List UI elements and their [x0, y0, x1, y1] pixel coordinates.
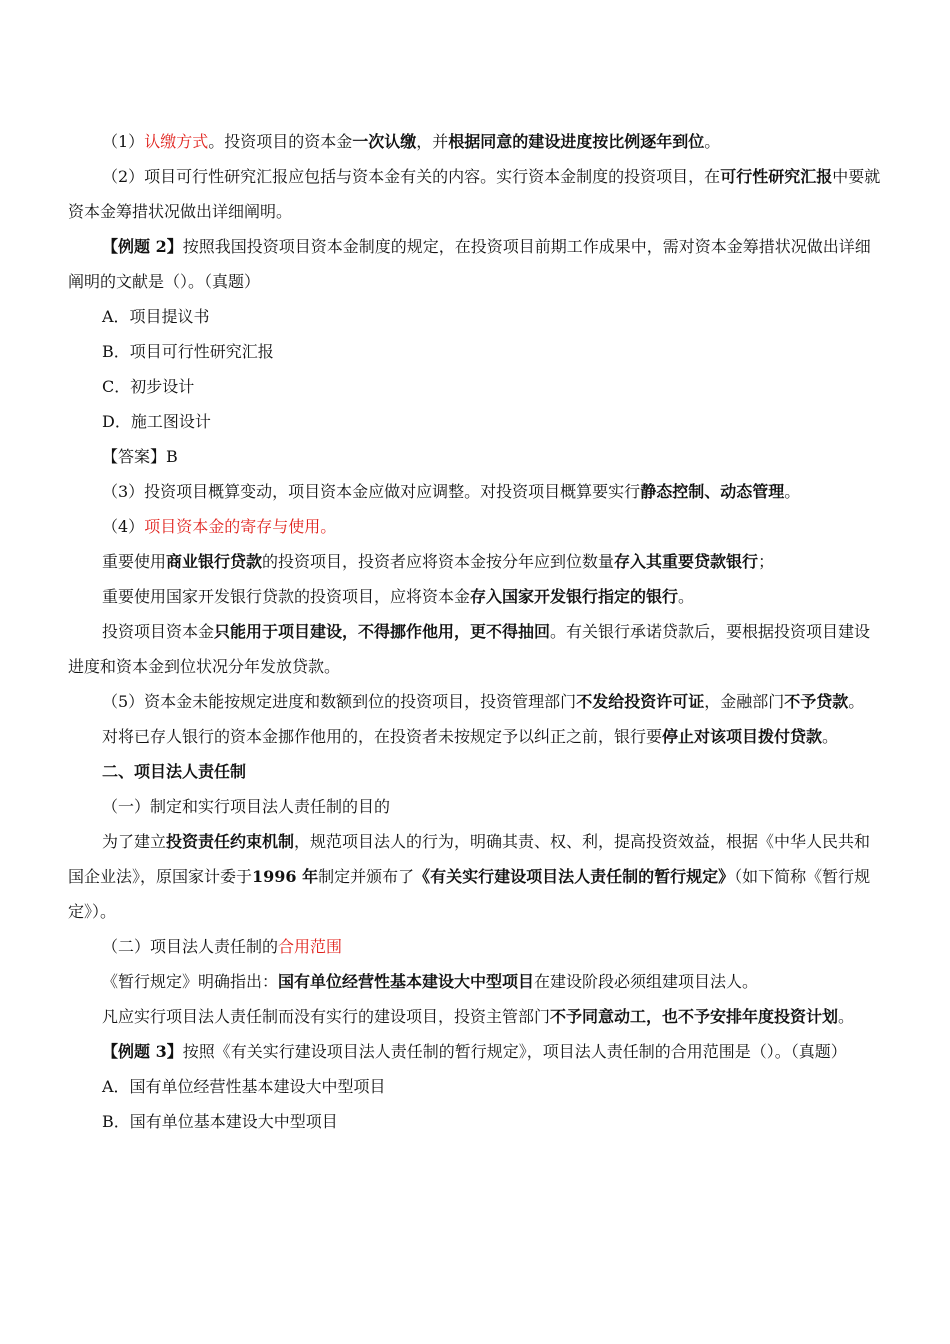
paragraph-penalty: 凡应实行项目法人责任制而没有实行的建设项目，投资主管部门不予同意动工，也不予安排年度投资计划。: [102, 1007, 855, 1026]
example-2-option-c: C．初步设计: [102, 377, 195, 396]
example-2-option-d: D．施工图设计: [102, 412, 211, 431]
bold-text: 不发给投资许可证: [576, 692, 705, 711]
paragraph-commercial-bank: 重要使用商业银行贷款的投资项目，投资者应将资本金按分年应到位数量存入其重要贷款银行；: [102, 552, 775, 571]
paragraph-purpose: 为了建立投资责任约束机制，规范项目法人的行为，明确其责、权、利，提高投资效益，根据《中华人民共和国企业法》，原国家计委于1996 年制定并颁布了《有关实行建设项目法人责任制的暂行规定》（如下简称《暂行规定》）。: [68, 832, 871, 921]
bold-text: 可行性研究汇报: [720, 167, 833, 186]
paragraph-development-bank: 重要使用国家开发银行贷款的投资项目，应将资本金存入国家开发银行指定的银行。: [102, 587, 695, 606]
bold-text: 国有单位经营性基本建设大中型项目: [278, 972, 535, 991]
bold-text: 根据同意的建设进度按比例逐年到位: [448, 132, 705, 151]
highlight-text: 项目资本金的寄存与使用。: [144, 517, 337, 536]
bold-text: 存入其重要贷款银行: [614, 552, 759, 571]
example-2-option-b: B．项目可行性研究汇报: [102, 342, 274, 361]
section-heading: 二、项目法人责任制: [102, 762, 247, 781]
example-2-option-a: A．项目提议书: [102, 307, 210, 326]
bold-text: 静态控制、动态管理: [640, 482, 785, 501]
paragraph-feasibility-report: （2）项目可行性研究汇报应包括与资本金有关的内容。实行资本金制度的投资项目，在可行性研究汇报中要就资本金筹措状况做出详细阐明。: [68, 167, 881, 221]
highlight-text: 合用范围: [278, 937, 343, 956]
paragraph-scope: 《暂行规定》明确指出：国有单位经营性基本建设大中型项目在建设阶段必须组建项目法人。: [102, 972, 759, 991]
example-3-option-a: A．国有单位经营性基本建设大中型项目: [102, 1077, 386, 1096]
bold-text: 存入国家开发银行指定的银行: [470, 587, 679, 606]
highlight-text: 认缴方式: [144, 132, 209, 151]
subsection-scope: （二）项目法人责任制的合用范围: [102, 937, 343, 956]
subsection-purpose: （一）制定和实行项目法人责任制的目的: [102, 797, 391, 816]
bold-text: 投资责任约束机制: [166, 832, 295, 851]
paragraph-budget-change: （3）投资项目概算变动，项目资本金应做对应调整。对投资项目概算要实行静态控制、动态管理。: [102, 482, 801, 501]
bold-text: 1996 年: [252, 867, 319, 886]
paragraph-capital-subscription: （1）认缴方式。投资项目的资本金一次认缴，并根据同意的建设进度按比例逐年到位。: [102, 132, 721, 151]
bold-text: 停止对该项目拨付贷款: [662, 727, 823, 746]
bold-text: 一次认缴: [352, 132, 417, 151]
example-label: 【例题 3】: [102, 1042, 183, 1061]
paragraph-deposit-use-heading: （4）项目资本金的寄存与使用。: [102, 517, 337, 536]
example-2-question: 【例题 2】按照我国投资项目资本金制度的规定，在投资项目前期工作成果中，需对资本金筹措状况做出详细阐明的文献是（）。（真题）: [68, 237, 871, 291]
bold-text: 不予同意动工，也不予安排年度投资计划: [550, 1007, 839, 1026]
document-body: [68, 124, 882, 1139]
bold-text: 商业银行贷款: [166, 552, 263, 571]
example-label: 【例题 2】: [102, 237, 183, 256]
paragraph-not-in-place: （5）资本金未能按规定进度和数额到位的投资项目，投资管理部门不发给投资许可证，金融部门不予贷款。: [102, 692, 865, 711]
example-3-option-b: B．国有单位基本建设大中型项目: [102, 1112, 338, 1131]
bold-text: 不予贷款: [784, 692, 849, 711]
paragraph-capital-use: 投资项目资本金只能用于项目建设，不得挪作他用，更不得抽回。有关银行承诺贷款后，要根据投资项目建设进度和资本金到位状况分年发放贷款。: [68, 622, 871, 676]
bold-text: 《有关实行建设项目法人责任制的暂行规定》: [414, 867, 735, 886]
example-2-answer: 【答案】B: [102, 447, 178, 466]
paragraph-misuse: 对将已存人银行的资本金挪作他用的，在投资者未按规定予以纠正之前，银行要停止对该项目拨付贷款。: [102, 727, 839, 746]
bold-text: 只能用于项目建设，不得挪作他用，更不得抽回: [214, 622, 551, 641]
example-3-question: 【例题 3】按照《有关实行建设项目法人责任制的暂行规定》，项目法人责任制的合用范围是（）。（真题）: [102, 1042, 847, 1061]
